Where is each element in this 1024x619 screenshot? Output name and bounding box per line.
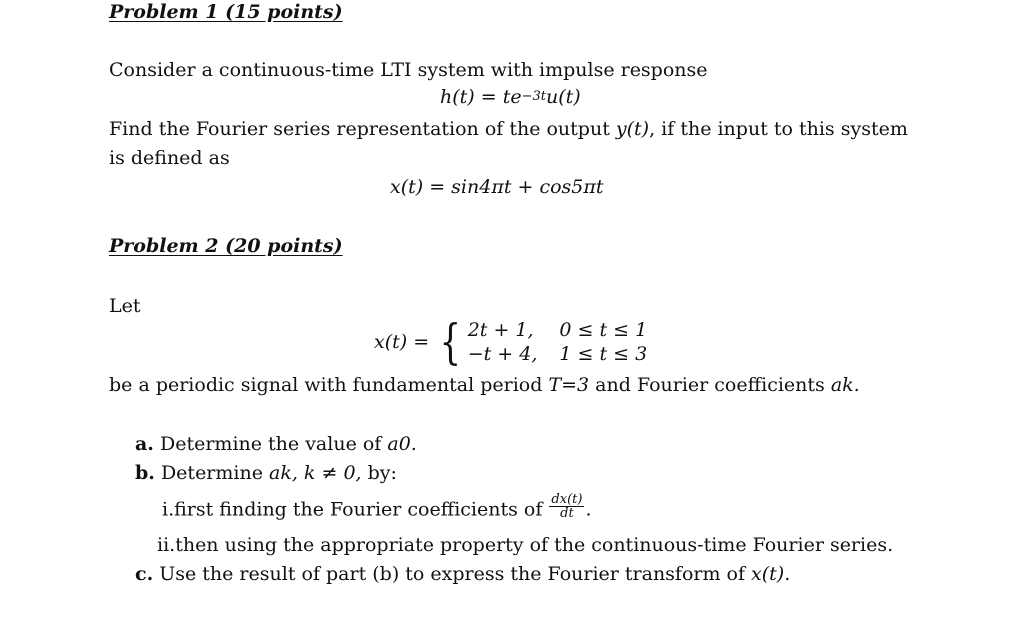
impulse-response-equation: [440, 88, 581, 107]
problem-1-heading: Problem 1 (15 points): [109, 1, 343, 23]
part-b-ii: ii.then using the appropriate property of the continuous-time Fourier series.: [157, 534, 894, 556]
problem-1-intro: Consider a continuous-time LTI system with impulse response: [109, 59, 708, 81]
part-a: [135, 435, 417, 454]
periodic-b: and Fourier coefficients: [589, 374, 831, 396]
part-c-text: Use the result of part (b) to express the Fourier transform of: [159, 563, 752, 585]
part-a-text: Determine the value of: [159, 433, 388, 455]
part-c: [135, 565, 790, 584]
problem-1-find-line-2: is defined as: [109, 147, 230, 169]
find-text-b: , if the input to this system: [649, 118, 908, 140]
fraction-denominator: dt: [560, 506, 574, 521]
periodic-a: be a periodic signal with fundamental period: [109, 374, 549, 396]
period-value: T=3: [548, 374, 590, 396]
case-2-expr: −t + 4,: [467, 343, 538, 365]
problem-2-heading: Problem 2 (20 points): [109, 235, 343, 257]
part-b-text2: by:: [361, 462, 397, 484]
problem-1-find-line: [109, 120, 908, 139]
part-c-label: c.: [135, 563, 154, 585]
fraction-numerator: dx(t): [551, 492, 583, 507]
case-1-cond: 0 ≤ t ≤ 1: [559, 319, 648, 341]
part-a-var: a0.: [387, 433, 417, 455]
h-rhs: u(t): [545, 86, 581, 108]
part-b-text: Determine: [160, 462, 270, 484]
part-c-end: .: [784, 563, 791, 585]
x-lhs: x(t) =: [374, 331, 430, 353]
part-c-var: x(t): [751, 563, 785, 585]
h-lhs: h(t) = te: [440, 86, 522, 108]
piecewise-equation: [374, 314, 648, 370]
periodic-line: [109, 376, 860, 395]
find-text-a: Find the Fourier series representation of the output: [109, 118, 616, 140]
left-brace: {: [439, 314, 462, 370]
output-y: y(t): [615, 118, 650, 140]
h-exponent: −3t: [521, 89, 546, 104]
part-a-label: a.: [135, 433, 154, 455]
part-b: [135, 464, 397, 483]
ak-symbol: ak.: [830, 374, 860, 396]
case-2-cond: 1 ≤ t ≤ 3: [559, 343, 648, 365]
part-b-i: [162, 492, 592, 524]
part-b-i-end: .: [585, 498, 592, 521]
input-equation: x(t) = sin4πt + cos5πt: [390, 176, 604, 198]
derivative-fraction: [549, 493, 584, 520]
part-b-var: ak, k ≠ 0,: [269, 462, 362, 484]
cases-grid: [468, 319, 648, 365]
case-1-expr: 2t + 1,: [467, 319, 534, 341]
part-b-i-text: i.first finding the Fourier coefficients of: [162, 498, 549, 521]
let-text: Let: [109, 295, 141, 317]
part-b-label: b.: [135, 462, 155, 484]
